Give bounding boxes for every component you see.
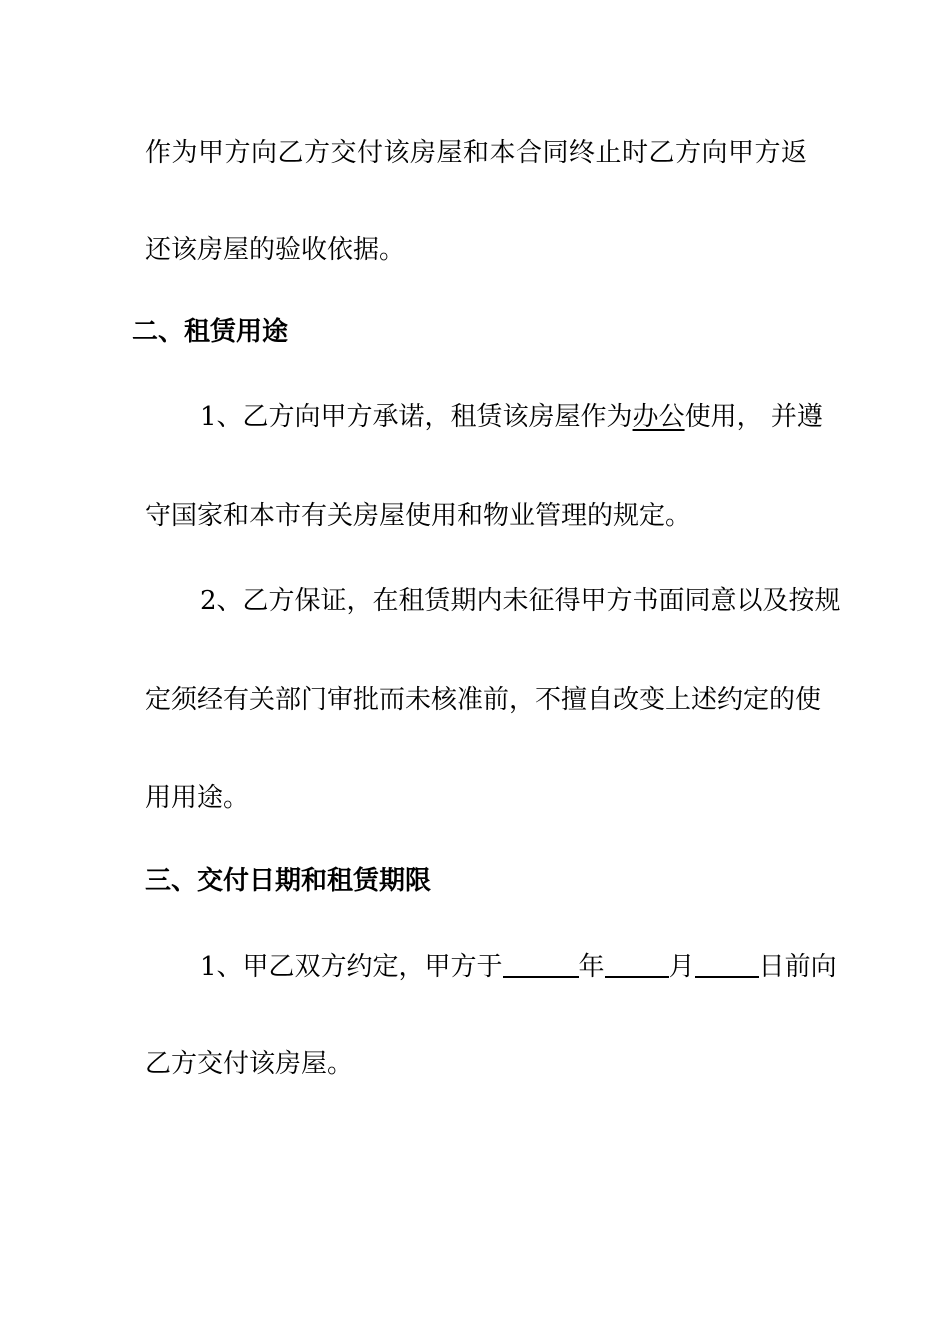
year-label: 年	[578, 952, 605, 982]
paragraph-line: 还该房屋的验收依据。	[145, 235, 406, 265]
month-blank-field	[605, 950, 669, 978]
day-blank-field	[695, 950, 759, 978]
clause-2-2-line: 2、乙方保证，在租赁期内未征得甲方书面同意以及按规	[200, 586, 841, 616]
clause-text: 使用， 并遵	[684, 402, 823, 432]
paragraph-line: 乙方交付该房屋。	[145, 1049, 354, 1079]
clause-text: 1、甲乙双方约定，甲方于	[200, 952, 503, 982]
section-heading-rental-purpose: 二、租赁用途	[132, 317, 289, 347]
month-label: 月	[668, 952, 695, 982]
clause-text: 1、乙方向甲方承诺，租赁该房屋作为	[200, 402, 633, 432]
clause-2-1-line	[200, 401, 823, 433]
paragraph-line: 用用途。	[145, 783, 250, 813]
paragraph-line: 作为甲方向乙方交付该房屋和本合同终止时乙方向甲方返	[145, 138, 807, 168]
clause-3-1-line	[200, 950, 837, 982]
paragraph-line: 守国家和本市有关房屋使用和物业管理的规定。	[145, 501, 692, 531]
clause-text: 日前向	[758, 952, 837, 982]
paragraph-line: 定须经有关部门审批而未核准前，不擅自改变上述约定的使	[145, 685, 822, 715]
section-heading-delivery-and-term: 三、交付日期和租赁期限	[145, 866, 432, 896]
underlined-usage-field: 办公	[632, 402, 685, 432]
year-blank-field	[503, 950, 579, 978]
